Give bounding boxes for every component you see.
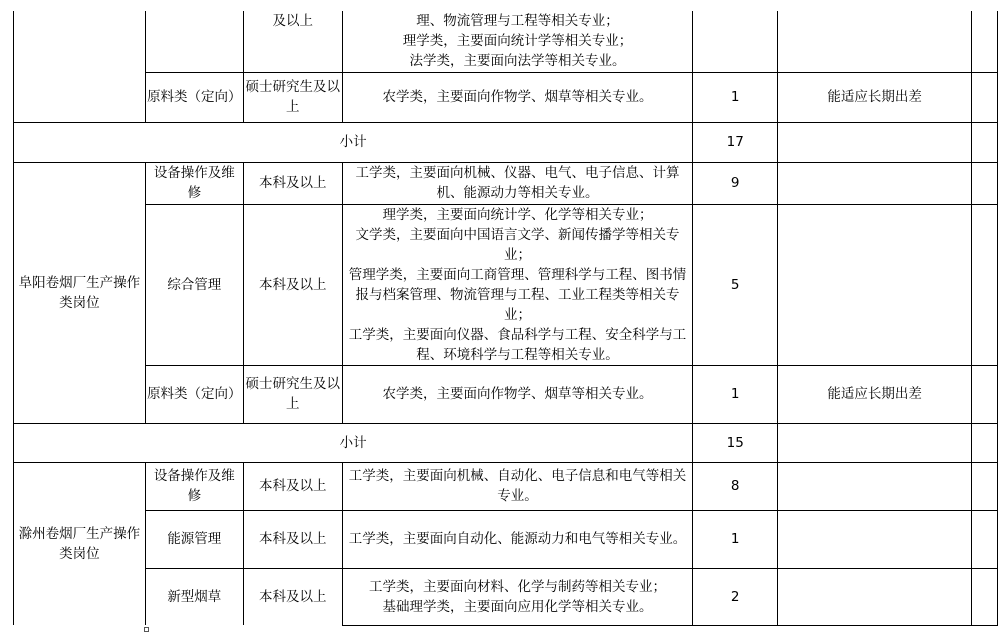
- subtotal-count-cell: [693, 423, 778, 462]
- position-text: 设备操作及维修: [153, 165, 235, 201]
- table-row: [14, 568, 998, 625]
- note-cell: [778, 510, 972, 568]
- count-cell: [693, 204, 778, 365]
- position-text: 原料类（定向）: [147, 386, 242, 402]
- count-text: 9: [730, 175, 740, 191]
- note-cell: [778, 122, 972, 162]
- education-text: 硕士研究生及以上: [245, 376, 340, 412]
- count-cell: [693, 510, 778, 568]
- education-cell: [243, 162, 342, 204]
- subtotal-row: [14, 122, 998, 162]
- note-cell: [778, 423, 972, 462]
- position-cell: [145, 462, 243, 510]
- note-cell: [778, 204, 972, 365]
- extra-cell: [971, 462, 997, 510]
- requirement-line: 工学类，主要面向机械、仪器、电气、电子信息、计算机、能源动力等相关专业。: [355, 165, 680, 201]
- position-cell: [145, 11, 243, 72]
- unit-name: 阜阳卷烟厂生产操作类岗位: [18, 274, 141, 311]
- position-text: 原料类（定向）: [147, 89, 242, 105]
- major-requirement-cell: [342, 510, 693, 568]
- requirement-line: 法学类，主要面向法学等相关专业。: [409, 53, 626, 69]
- unit-cell: [14, 462, 146, 625]
- position-text: 能源管理: [167, 531, 222, 547]
- requirement-line: 工学类，主要面向仪器、食品科学与工程、安全科学与工程、环境科学与工程等相关专业。: [348, 326, 687, 363]
- education-text: 本科及以上: [258, 531, 327, 547]
- table-row: [14, 204, 998, 365]
- count-cell: [693, 11, 778, 72]
- subtotal-count: 15: [726, 434, 744, 451]
- count-cell: [693, 568, 778, 625]
- extra-cell: [971, 365, 997, 423]
- requirement-line: 理、物流管理与工程等相关专业；: [416, 13, 619, 29]
- education-cell: [243, 72, 342, 122]
- table-row: [14, 162, 998, 204]
- note-text: 能适应长期出差: [827, 89, 922, 105]
- subtotal-label-cell: [14, 423, 693, 462]
- requirement-line: 工学类，主要面向机械、自动化、电子信息和电气等相关专业。: [348, 468, 687, 504]
- requirement-line: 管理学类，主要面向工商管理、管理科学与工程、图书情报与档案管理、物流管理与工程、工业工程类等相关专业；: [348, 266, 687, 323]
- position-text: 新型烟草: [167, 588, 222, 605]
- note-cell: [778, 365, 972, 423]
- count-cell: [693, 72, 778, 122]
- education-text: 本科及以上: [258, 588, 327, 605]
- subtotal-label-cell: [14, 122, 693, 162]
- requirement-line: 农学类，主要面向作物学、烟草等相关专业。: [382, 89, 653, 105]
- requirement-line: 文学类，主要面向中国语言文学、新闻传播学等相关专业；: [355, 226, 680, 263]
- education-text: 及以上: [272, 13, 313, 29]
- education-cell: [243, 365, 342, 423]
- subtotal-count-cell: [693, 122, 778, 162]
- major-requirement-cell: [342, 568, 693, 625]
- extra-cell: [971, 568, 997, 625]
- requirement-line: 农学类，主要面向作物学、烟草等相关专业。: [382, 386, 653, 402]
- table-row: [14, 11, 998, 72]
- education-text: 本科及以上: [258, 175, 327, 191]
- education-cell: [243, 510, 342, 568]
- education-text: 本科及以上: [258, 478, 327, 494]
- note-cell: [778, 162, 972, 204]
- major-requirement-cell: [342, 72, 693, 122]
- education-cell: [243, 204, 342, 365]
- position-text: 设备操作及维修: [153, 468, 235, 504]
- table-resize-handle[interactable]: [144, 627, 149, 632]
- education-text: 硕士研究生及以上: [245, 79, 340, 115]
- education-cell: [243, 568, 342, 625]
- subtotal-label: 小计: [339, 434, 367, 451]
- subtotal-count: 17: [726, 134, 744, 150]
- position-cell: [145, 72, 243, 122]
- education-cell: [243, 11, 342, 72]
- count-text: 8: [730, 478, 740, 494]
- table-row: [14, 72, 998, 122]
- requirement-line: 理学类，主要面向统计学等相关专业；: [402, 33, 633, 49]
- requirement-line: 基础理学类，主要面向应用化学等相关专业。: [382, 598, 653, 615]
- note-text: 能适应长期出差: [827, 386, 922, 402]
- position-cell: [145, 204, 243, 365]
- count-text: 1: [730, 531, 740, 547]
- unit-cell: [14, 162, 146, 423]
- education-cell: [243, 462, 342, 510]
- note-cell: [778, 568, 972, 625]
- count-cell: [693, 162, 778, 204]
- extra-cell: [971, 510, 997, 568]
- education-text: 本科及以上: [258, 276, 327, 293]
- position-text: 综合管理: [167, 276, 222, 293]
- extra-cell: [971, 11, 997, 72]
- count-text: 1: [730, 89, 740, 105]
- position-cell: [145, 568, 243, 625]
- note-cell: [778, 11, 972, 72]
- note-cell: [778, 462, 972, 510]
- subtotal-label: 小计: [339, 134, 367, 150]
- extra-cell: [971, 204, 997, 365]
- count-text: 2: [730, 588, 740, 605]
- table-row: [14, 462, 998, 510]
- count-cell: [693, 365, 778, 423]
- major-requirement-cell: [342, 162, 693, 204]
- extra-cell: [971, 72, 997, 122]
- count-text: 5: [730, 276, 740, 293]
- count-text: 1: [730, 386, 740, 402]
- major-requirement-cell: [342, 462, 693, 510]
- major-requirement-cell: [342, 365, 693, 423]
- requirement-line: 工学类，主要面向自动化、能源动力和电气等相关专业。: [348, 531, 687, 547]
- unit-name: 滁州卷烟厂生产操作类岗位: [18, 525, 141, 562]
- table-row: [14, 365, 998, 423]
- recruitment-table: [13, 11, 998, 626]
- extra-cell: [971, 122, 997, 162]
- requirement-line: 工学类，主要面向材料、化学与制药等相关专业；: [368, 578, 666, 595]
- position-cell: [145, 365, 243, 423]
- major-requirement-cell: [342, 11, 693, 72]
- count-cell: [693, 462, 778, 510]
- position-cell: [145, 510, 243, 568]
- subtotal-row: [14, 423, 998, 462]
- major-requirement-cell: [342, 204, 693, 365]
- note-cell: [778, 72, 972, 122]
- extra-cell: [971, 162, 997, 204]
- unit-cell-continued: [14, 11, 146, 122]
- requirement-line: 理学类，主要面向统计学、化学等相关专业；: [382, 206, 653, 223]
- position-cell: [145, 162, 243, 204]
- table-row: [14, 510, 998, 568]
- extra-cell: [971, 423, 997, 462]
